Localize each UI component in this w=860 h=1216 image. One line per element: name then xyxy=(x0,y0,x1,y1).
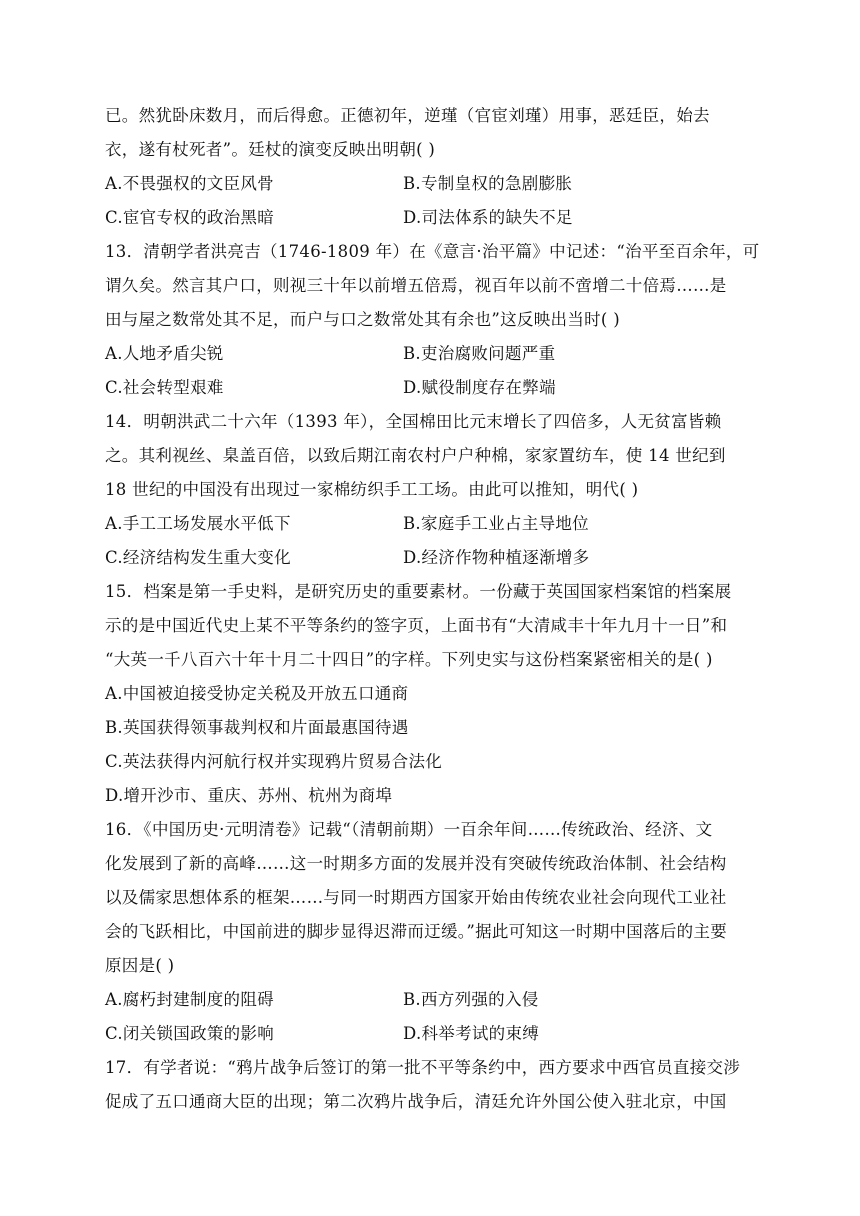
question-17: 17．有学者说：“鸦片战争后签订的第一批不平等条约中，西方要求中西官员直接交涉 xyxy=(105,1058,741,1077)
option-d: D.司法体系的缺失不足 xyxy=(403,208,573,227)
text-line: 18 世纪的中国没有出现过一家棉纺织手工工场。由此可以推知，明代( ) xyxy=(105,480,639,499)
question-14: 14．明朝洪武二十六年（1393 年），全国棉田比元末增长了四倍多，人无贫富皆赖 xyxy=(105,412,722,431)
option-a: A.不畏强权的文臣风骨 xyxy=(105,174,274,193)
question-13: 13．清朝学者洪亮吉（1746-1809 年）在《意言·治平篇》中记述：“治平至百余年，可 xyxy=(105,242,760,261)
option-b: B.家庭手工业占主导地位 xyxy=(403,514,589,533)
text-line: 示的是中国近代史上某不平等条约的签字页，上面书有“大清咸丰十年九月十一日”和 xyxy=(105,616,728,635)
option-a: A.人地矛盾尖锐 xyxy=(105,344,224,363)
option-b: B.吏治腐败问题严重 xyxy=(403,344,556,363)
text-line: 之。其利视丝、臬盖百倍，以致后期江南农村户户种棉，家家置纺车，使 14 世纪到 xyxy=(105,446,726,465)
text-line: 促成了五口通商大臣的出现；第二次鸦片战争后，清廷允许外国公使入驻北京，中国 xyxy=(105,1092,727,1111)
option-b: B.西方列强的入侵 xyxy=(403,990,539,1009)
option-c: C.闭关锁国政策的影响 xyxy=(105,1024,275,1043)
text-line: 化发展到了新的高峰……这一时期多方面的发展并没有突破传统政治体制、社会结构 xyxy=(105,854,727,873)
text-line: 已。然犹卧床数月，而后得愈。正德初年，逆瑾（官宦刘瑾）用事，恶廷臣，始去 xyxy=(105,106,710,125)
option-d: D.科举考试的束缚 xyxy=(403,1024,540,1043)
option-a: A.手工工场发展水平低下 xyxy=(105,514,291,533)
option-d: D.经济作物种植逐渐增多 xyxy=(403,548,590,567)
option-b: B.英国获得领事裁判权和片面最惠国待遇 xyxy=(105,718,409,737)
text-line: “大英一千八百六十年十月二十四日”的字样。下列史实与这份档案紧密相关的是( ) xyxy=(105,650,713,669)
option-d: D.赋役制度存在弊端 xyxy=(403,378,556,397)
option-a: A.腐朽封建制度的阻碍 xyxy=(105,990,274,1009)
text-line: 会的飞跃相比，中国前进的脚步显得迟滞而迂缓。”据此可知这一时期中国落后的主要 xyxy=(105,922,728,941)
text-line: 原因是( ) xyxy=(105,956,175,975)
option-c: C.宦官专权的政治黑暗 xyxy=(105,208,275,227)
option-d: D.增开沙市、重庆、苏州、杭州为商埠 xyxy=(105,786,393,805)
text-line: 田与屋之数常处其不足，而户与口之数常处其有余也”这反映出当时( ) xyxy=(105,310,620,329)
option-c: C.英法获得内河航行权并实现鸦片贸易合法化 xyxy=(105,752,443,771)
option-a: A.中国被迫接受协定关税及开放五口通商 xyxy=(105,684,409,703)
question-16: 16．《中国历史·元明清卷》记载“（清朝前期）一百余年间……传统政治、经济、文 xyxy=(105,820,713,839)
text-line: 衣，遂有杖死者”。廷杖的演变反映出明朝( ) xyxy=(105,140,436,159)
option-b: B.专制皇权的急剧膨胀 xyxy=(403,174,573,193)
text-line: 以及儒家思想体系的框架……与同一时期西方国家开始由传统农业社会向现代工业社 xyxy=(105,888,727,907)
question-15: 15．档案是第一手史料，是研究历史的重要素材。一份藏于英国国家档案馆的档案展 xyxy=(105,582,732,601)
option-c: C.社会转型艰难 xyxy=(105,378,224,397)
option-c: C.经济结构发生重大变化 xyxy=(105,548,291,567)
text-line: 谓久矣。然言其户口，则视三十年以前增五倍焉，视百年以前不啻增二十倍焉……是 xyxy=(105,276,727,295)
